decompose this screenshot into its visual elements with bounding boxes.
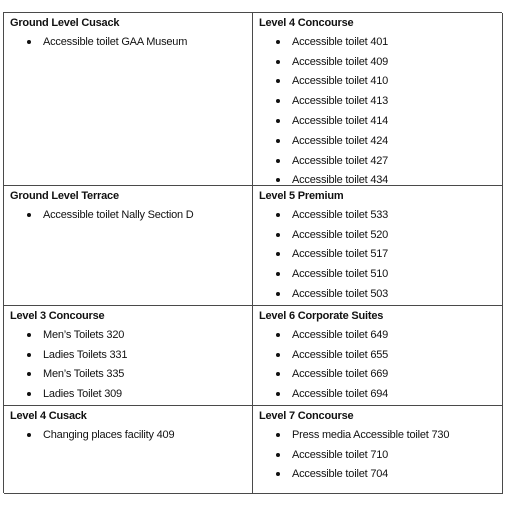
list-item: [259, 171, 496, 186]
list-item: [259, 205, 496, 225]
facility-label: Accessible toilet 427: [292, 154, 389, 167]
list-item: [259, 131, 496, 151]
bullet-icon: [276, 252, 280, 256]
facility-label: Ladies Toilets 331: [43, 348, 128, 361]
facility-label: Accessible toilet 649: [292, 328, 389, 341]
list-item: [259, 32, 496, 52]
list-item: [259, 225, 496, 245]
list-item: [259, 365, 496, 385]
section-heading: Ground Level Terrace: [10, 190, 119, 202]
section-cell: [4, 306, 253, 406]
facility-label: Accessible toilet 533: [292, 208, 389, 221]
list-item: [259, 325, 496, 345]
section-cell: [253, 406, 503, 494]
facility-label: Accessible toilet 434: [292, 174, 389, 186]
list-item: [259, 465, 496, 485]
bullet-icon: [276, 119, 280, 123]
facility-label: Accessible toilet 655: [292, 348, 389, 361]
bullet-icon: [276, 60, 280, 64]
facility-list: [10, 205, 246, 225]
section-cell: [253, 13, 503, 186]
toilet-facilities-table: [3, 12, 502, 493]
facility-list: [259, 32, 496, 186]
section-heading: Level 7 Concourse: [259, 410, 354, 422]
list-item: [10, 205, 246, 225]
bullet-icon: [276, 453, 280, 457]
bullet-icon: [276, 40, 280, 44]
bullet-icon: [276, 178, 280, 182]
bullet-icon: [27, 353, 31, 357]
list-item: [10, 365, 246, 385]
bullet-icon: [276, 272, 280, 276]
facility-label: Accessible toilet 710: [292, 448, 389, 461]
facility-list: [259, 205, 496, 304]
list-item: [259, 445, 496, 465]
bullet-icon: [276, 233, 280, 237]
facility-label: Accessible toilet 424: [292, 134, 389, 147]
facility-label: Ladies Toilet 309: [43, 388, 122, 401]
list-item: [259, 151, 496, 171]
facility-label: Accessible toilet 410: [292, 75, 389, 88]
list-item: [259, 264, 496, 284]
list-item: [259, 345, 496, 365]
facility-list: [10, 325, 246, 404]
list-item: [10, 384, 246, 404]
facility-label: Accessible toilet 414: [292, 115, 389, 128]
bullet-icon: [276, 292, 280, 296]
bullet-icon: [27, 392, 31, 396]
bullet-icon: [276, 139, 280, 143]
bullet-icon: [276, 353, 280, 357]
bullet-icon: [276, 372, 280, 376]
facility-label: Accessible toilet Nally Section D: [43, 208, 194, 221]
list-item: [259, 425, 496, 445]
list-item: [259, 111, 496, 131]
facility-list: [10, 32, 246, 52]
bullet-icon: [27, 213, 31, 217]
list-item: [10, 32, 246, 52]
section-heading: Level 6 Corporate Suites: [259, 310, 384, 322]
facility-label: Accessible toilet 517: [292, 248, 389, 261]
bullet-icon: [27, 40, 31, 44]
facility-list: [259, 425, 496, 484]
facility-label: Accessible toilet 413: [292, 95, 389, 108]
list-item: [259, 72, 496, 92]
bullet-icon: [276, 392, 280, 396]
bullet-icon: [27, 333, 31, 337]
facility-label: Accessible toilet 510: [292, 268, 389, 281]
list-item: [10, 425, 246, 445]
bullet-icon: [276, 99, 280, 103]
section-heading: Level 5 Premium: [259, 190, 344, 202]
list-item: [259, 284, 496, 304]
section-cell: [4, 186, 253, 306]
facility-label: Accessible toilet 520: [292, 228, 389, 241]
bullet-icon: [276, 472, 280, 476]
bullet-icon: [276, 333, 280, 337]
facility-label: Accessible toilet 704: [292, 468, 389, 481]
section-cell: [4, 406, 253, 494]
bullet-icon: [27, 372, 31, 376]
section-cell: [253, 306, 503, 406]
facility-list: [10, 425, 246, 445]
bullet-icon: [27, 433, 31, 437]
facility-label: Men’s Toilets 335: [43, 368, 125, 381]
facility-label: Accessible toilet 409: [292, 55, 389, 68]
facility-label: Accessible toilet 694: [292, 388, 389, 401]
facility-label: Accessible toilet 401: [292, 35, 389, 48]
bullet-icon: [276, 433, 280, 437]
bullet-icon: [276, 159, 280, 163]
facility-label: Press media Accessible toilet 730: [292, 428, 450, 441]
bullet-icon: [276, 79, 280, 83]
list-item: [259, 91, 496, 111]
facility-label: Accessible toilet GAA Museum: [43, 35, 188, 48]
bullet-icon: [276, 213, 280, 217]
facility-label: Men’s Toilets 320: [43, 328, 125, 341]
section-heading: Level 3 Concourse: [10, 310, 105, 322]
section-heading: Level 4 Concourse: [259, 17, 354, 29]
list-item: [259, 52, 496, 72]
facility-label: Changing places facility 409: [43, 428, 175, 441]
list-item: [10, 345, 246, 365]
section-heading: Level 4 Cusack: [10, 410, 87, 422]
facility-label: Accessible toilet 669: [292, 368, 389, 381]
facility-list: [259, 325, 496, 404]
section-cell: [4, 13, 253, 186]
section-heading: Ground Level Cusack: [10, 17, 120, 29]
section-cell: [253, 186, 503, 306]
list-item: [10, 325, 246, 345]
list-item: [259, 384, 496, 404]
list-item: [259, 245, 496, 265]
facility-label: Accessible toilet 503: [292, 288, 389, 301]
